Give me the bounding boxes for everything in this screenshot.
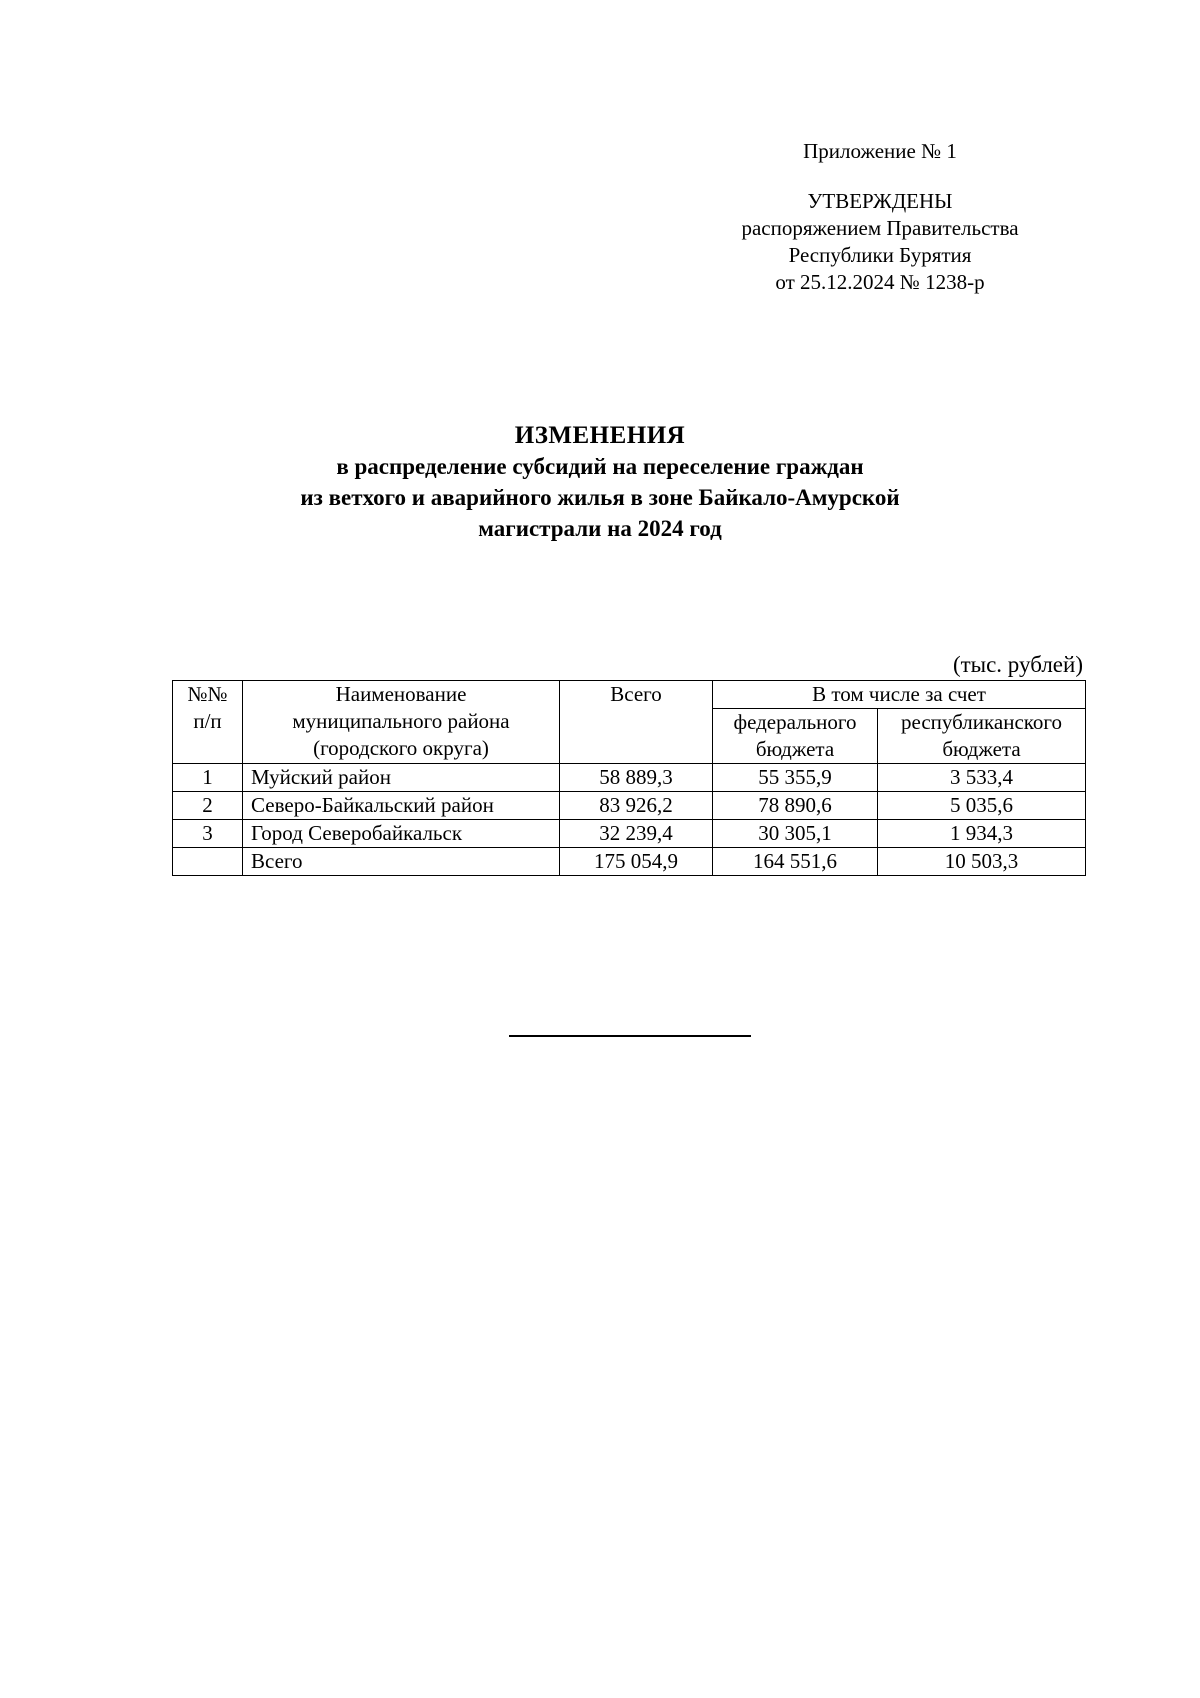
header-num-line: №№ — [187, 682, 228, 706]
header-name-line: муниципального района — [292, 709, 510, 733]
approval-line-3: от 25.12.2024 № 1238-р — [775, 270, 985, 294]
cell-num — [173, 848, 243, 876]
document-title — [0, 420, 1200, 544]
header-federal-line: бюджета — [755, 737, 835, 761]
table-total-row — [173, 848, 1086, 876]
approved-label: УТВЕРЖДЕНЫ — [807, 189, 953, 213]
cell-name: Муйский район — [243, 764, 560, 792]
cell-federal: 30 305,1 — [713, 820, 878, 848]
appendix-label: Приложение № 1 — [803, 139, 957, 163]
header-name-line: Наименование — [335, 682, 467, 706]
title-main: ИЗМЕНЕНИЯ — [514, 422, 686, 449]
cell-total: 175 054,9 — [560, 848, 713, 876]
table-row — [173, 792, 1086, 820]
cell-total: 58 889,3 — [560, 764, 713, 792]
header-including: В том числе за счет — [713, 681, 1086, 709]
approval-line-1: распоряжением Правительства — [741, 216, 1019, 240]
cell-republic: 5 035,6 — [878, 792, 1086, 820]
cell-name: Всего — [243, 848, 560, 876]
header-num-line: п/п — [193, 709, 222, 733]
approval-line-2: Республики Бурятия — [788, 243, 972, 267]
table-row — [173, 820, 1086, 848]
header-name-line: (городского округа) — [313, 736, 489, 760]
title-line-3: магистрали на 2024 год — [478, 516, 722, 541]
units-label: (тыс. рублей) — [952, 652, 1083, 677]
header-republic-line: бюджета — [942, 737, 1021, 761]
cell-total: 32 239,4 — [560, 820, 713, 848]
approval-block — [700, 138, 1060, 296]
header-federal — [713, 709, 878, 764]
header-num — [173, 681, 243, 764]
cell-total: 83 926,2 — [560, 792, 713, 820]
title-line-2: из ветхого и аварийного жилья в зоне Байкало-Амурской — [300, 485, 900, 510]
cell-num: 1 — [173, 764, 243, 792]
header-name — [243, 681, 560, 764]
cell-republic: 10 503,3 — [878, 848, 1086, 876]
table-header-row — [173, 681, 1086, 709]
table-row — [173, 764, 1086, 792]
header-republic — [878, 709, 1086, 764]
title-line-1: в распределение субсидий на переселение граждан — [336, 454, 864, 479]
cell-federal: 164 551,6 — [713, 848, 878, 876]
header-federal-line: федерального — [733, 710, 857, 734]
cell-name: Северо-Байкальский район — [243, 792, 560, 820]
cell-republic: 1 934,3 — [878, 820, 1086, 848]
closing-rule — [509, 1035, 751, 1037]
header-republic-line: республиканского — [901, 710, 1062, 734]
cell-federal: 78 890,6 — [713, 792, 878, 820]
cell-num: 2 — [173, 792, 243, 820]
cell-name: Город Северобайкальск — [243, 820, 560, 848]
cell-federal: 55 355,9 — [713, 764, 878, 792]
cell-republic: 3 533,4 — [878, 764, 1086, 792]
distribution-table — [172, 680, 1086, 876]
cell-num: 3 — [173, 820, 243, 848]
header-total: Всего — [560, 681, 713, 764]
